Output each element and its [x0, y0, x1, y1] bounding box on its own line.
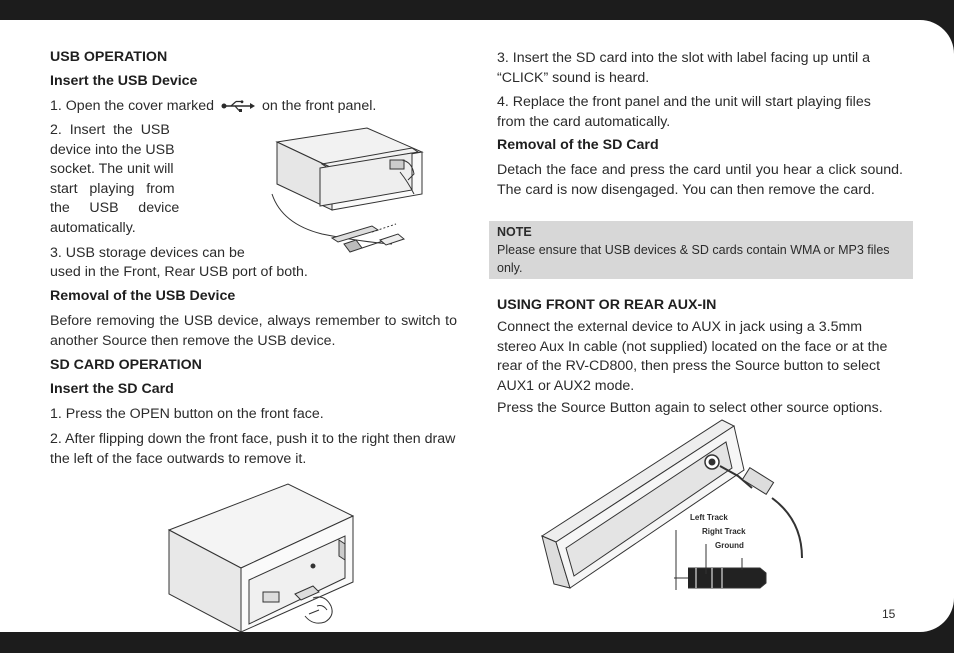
sd-operation-heading: SD CARD OPERATION: [50, 357, 202, 373]
removal-sd-text: Detach the face and press the card until you hear a click sound. The card is now disengaged. You can then remove the card.: [497, 162, 903, 198]
insert-usb-heading: Insert the USB Device: [50, 73, 198, 89]
usb-step-1-text-end: on the front panel.: [261, 98, 377, 114]
usb-icon: [218, 100, 258, 112]
aux-in-text-2: Press the Source Button again to select other source options.: [497, 400, 883, 416]
note-title: NOTE: [497, 225, 532, 239]
sd-card-insertion-illustration: [163, 482, 363, 632]
note-text: Please ensure that USB devices & SD cards contain WMA or MP3 files only.: [497, 243, 890, 275]
usb-step-2-line: automatically.: [50, 219, 136, 236]
removal-usb-heading: Removal of the USB Device: [50, 288, 236, 304]
removal-sd-heading: Removal of the SD Card: [497, 137, 659, 153]
usb-step-3-line-2: used in the Front, Rear USB port of both.: [50, 264, 308, 280]
manual-page: [0, 20, 954, 632]
sd-step-2: 2. After flipping down the front face, push it to the right then draw the left of the face outwards to remove it.: [50, 431, 456, 467]
usb-operation-heading: USB OPERATION: [50, 49, 168, 65]
usb-step-2-line: 2. Insert the USB: [50, 122, 170, 138]
usb-step-1: [50, 97, 376, 117]
sd-step-1: 1. Press the OPEN button on the front face.: [50, 406, 324, 422]
aux-in-text: Connect the external device to AUX in jack using a 3.5mm stereo Aux In cable (not supplied) located on the face or at the rear of the RV-CD800, then press the Source button to select AUX1 or AUX2 mode.: [497, 319, 888, 394]
usb-step-2-line: start playing from: [50, 180, 175, 197]
usb-step-2-line: socket. The unit will: [50, 161, 174, 178]
removal-usb-text: Before removing the USB device, always remember to switch to another Source then remove the USB device.: [50, 313, 457, 349]
sd-step-4: 4. Replace the front panel and the unit will start playing files from the card automatically.: [497, 94, 871, 130]
jack-label-ground: Ground: [715, 541, 744, 550]
jack-label-right-track: Right Track: [702, 527, 746, 536]
usb-step-3-line-1: 3. USB storage devices can be: [50, 245, 245, 261]
aux-in-heading: USING FRONT OR REAR AUX-IN: [497, 297, 717, 313]
note-box: [489, 221, 913, 279]
jack-label-left-track: Left Track: [690, 513, 728, 522]
usb-step-2: [50, 121, 187, 239]
insert-sd-heading: Insert the SD Card: [50, 381, 174, 397]
usb-insertion-illustration: [262, 120, 442, 266]
sd-step-3: 3. Insert the SD card into the slot with label facing up until a “CLICK” sound is heard.: [497, 50, 871, 86]
usb-step-2-line: the USB device: [50, 200, 180, 217]
aux-in-illustration: [536, 418, 826, 594]
page-number: 15: [882, 607, 896, 621]
usb-step-1-text: 1. Open the cover marked: [50, 98, 215, 114]
usb-step-2-line: device into the USB: [50, 141, 175, 158]
